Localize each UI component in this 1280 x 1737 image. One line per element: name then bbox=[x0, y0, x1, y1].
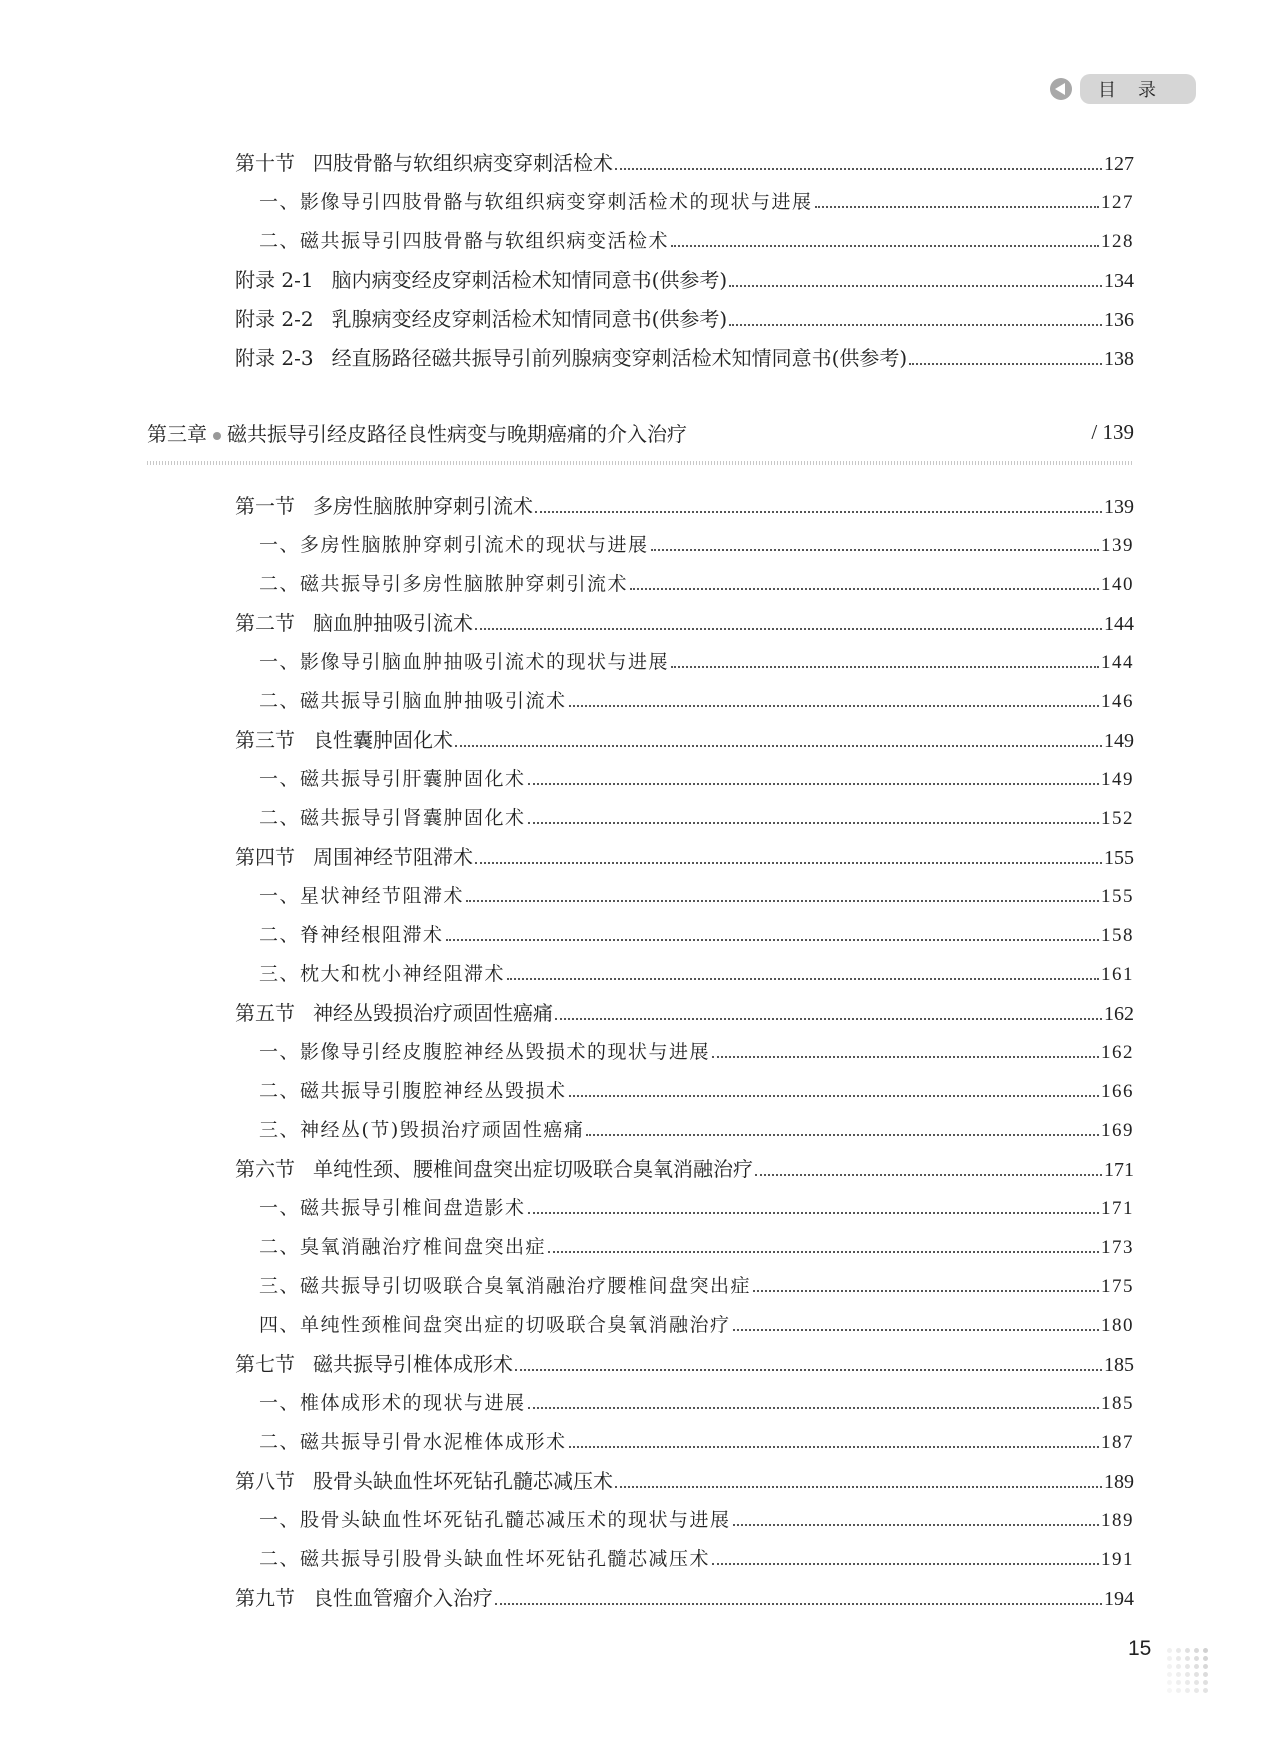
entry-page: 155 bbox=[1104, 847, 1134, 869]
dot bbox=[1185, 1664, 1190, 1669]
dot-leader bbox=[586, 1134, 1099, 1136]
page-number: 15 bbox=[1128, 1637, 1152, 1660]
toc-subsection-entry[interactable] bbox=[259, 1115, 1134, 1145]
dot-leader bbox=[569, 705, 1099, 707]
toc-nav bbox=[1050, 74, 1196, 104]
dot-leader bbox=[733, 1329, 1099, 1331]
entry-page: 191 bbox=[1101, 1549, 1134, 1570]
entry-label bbox=[259, 764, 526, 794]
toc-subsection-entry[interactable] bbox=[259, 920, 1134, 950]
entry-label bbox=[235, 304, 727, 334]
dot-leader bbox=[630, 588, 1099, 590]
dot-leader bbox=[615, 1486, 1102, 1488]
toc-subsection-entry[interactable] bbox=[259, 686, 1134, 716]
entry-title: 股骨头缺血性坏死钻孔髓芯减压术 bbox=[313, 1469, 613, 1493]
entry-page: 139 bbox=[1104, 496, 1134, 518]
entry-page: 194 bbox=[1104, 1588, 1134, 1610]
toc-subsection-entry[interactable] bbox=[259, 647, 1134, 677]
entry-title: 经直肠路径磁共振导引前列腺病变穿刺活检术知情同意书(供参考) bbox=[331, 345, 908, 370]
entry-label bbox=[235, 1154, 753, 1184]
dot-leader bbox=[555, 1018, 1102, 1020]
toc-section-entry[interactable] bbox=[235, 343, 1134, 373]
toc-section-entry[interactable] bbox=[235, 1466, 1134, 1496]
dot bbox=[1185, 1688, 1190, 1693]
entry-page: 134 bbox=[1104, 269, 1134, 292]
entry-title: 多房性脑脓肿穿刺引流术 bbox=[313, 494, 533, 518]
entry-title: 二、磁共振导引四肢骨骼与软组织病变活检术 bbox=[259, 229, 670, 252]
entry-page: 187 bbox=[1101, 1432, 1134, 1453]
entry-title: 一、影像导引脑血肿抽吸引流术的现状与进展 bbox=[259, 651, 670, 673]
entry-label bbox=[259, 1076, 567, 1106]
dot bbox=[1167, 1648, 1172, 1653]
dot bbox=[1194, 1688, 1199, 1693]
entry-label bbox=[259, 1544, 710, 1574]
dot-leader bbox=[909, 363, 1102, 365]
toc-subsection-entry[interactable] bbox=[259, 881, 1134, 911]
entry-page: 127 bbox=[1101, 191, 1134, 213]
chapter-label: 第三章 bbox=[147, 422, 207, 446]
bullet-icon bbox=[213, 432, 221, 440]
entry-label bbox=[259, 881, 464, 911]
dot bbox=[1203, 1680, 1208, 1685]
entry-prefix: 第九节 bbox=[235, 1586, 295, 1610]
toc-subsection-entry[interactable] bbox=[259, 1232, 1134, 1262]
entry-label bbox=[259, 959, 505, 989]
decorative-dot-grid bbox=[1167, 1648, 1209, 1693]
entry-label bbox=[259, 569, 628, 599]
dot-leader bbox=[671, 245, 1099, 247]
entry-label bbox=[235, 1466, 613, 1496]
entry-page: 175 bbox=[1101, 1276, 1134, 1297]
dot-leader bbox=[466, 900, 1099, 902]
dot bbox=[1203, 1656, 1208, 1661]
entry-prefix: 第三节 bbox=[235, 728, 295, 752]
toc-subsection-entry[interactable] bbox=[259, 1505, 1134, 1535]
toc-subsection-entry[interactable] bbox=[259, 959, 1134, 989]
entry-prefix: 附录 2-2 bbox=[235, 306, 314, 331]
entry-label bbox=[235, 842, 473, 872]
dot bbox=[1176, 1656, 1181, 1661]
toc-section-entry[interactable] bbox=[235, 1154, 1134, 1184]
dot-leader bbox=[569, 1446, 1099, 1448]
toc-section-entry[interactable] bbox=[235, 148, 1134, 178]
toc-section-entry[interactable] bbox=[235, 842, 1134, 872]
toc-section-entry[interactable] bbox=[235, 1583, 1134, 1613]
dot-leader bbox=[495, 1603, 1102, 1605]
entry-title: 三、神经丛(节)毁损治疗顽固性癌痛 bbox=[259, 1119, 585, 1141]
entry-page: 149 bbox=[1104, 730, 1134, 752]
back-arrow-icon[interactable] bbox=[1050, 78, 1072, 100]
dot bbox=[1176, 1648, 1181, 1653]
entry-title: 二、脊神经根阻滞术 bbox=[259, 924, 444, 946]
dot-leader bbox=[569, 1095, 1099, 1097]
entry-title: 三、枕大和枕小神经阻滞术 bbox=[259, 963, 506, 985]
entry-title: 二、磁共振导引多房性脑脓肿穿刺引流术 bbox=[259, 573, 629, 595]
dot bbox=[1194, 1680, 1199, 1685]
dot bbox=[1167, 1672, 1172, 1677]
dot-leader bbox=[712, 1056, 1099, 1058]
dot-leader bbox=[528, 1407, 1099, 1409]
entry-label bbox=[235, 148, 613, 178]
toc-badge[interactable]: 目录 bbox=[1080, 74, 1196, 104]
toc-section-entry[interactable] bbox=[235, 725, 1134, 755]
toc-subsection-entry[interactable] bbox=[259, 764, 1134, 794]
entry-label bbox=[259, 1115, 584, 1145]
dot-leader bbox=[615, 168, 1102, 170]
dot bbox=[1167, 1664, 1172, 1669]
entry-title: 一、股骨头缺血性坏死钻孔髓芯减压术的现状与进展 bbox=[259, 1509, 731, 1531]
dot-leader bbox=[755, 1174, 1102, 1176]
entry-title: 脑血肿抽吸引流术 bbox=[313, 611, 473, 635]
entry-title: 一、影像导引四肢骨骼与软组织病变穿刺活检术的现状与进展 bbox=[259, 190, 813, 213]
entry-label bbox=[259, 1037, 710, 1067]
entry-title: 周围神经节阻滞术 bbox=[313, 845, 473, 869]
entry-title: 二、磁共振导引肾囊肿固化术 bbox=[259, 807, 526, 829]
toc-subsection-entry[interactable] bbox=[259, 1310, 1134, 1340]
entry-prefix: 第八节 bbox=[235, 1469, 295, 1493]
dot-leader bbox=[528, 822, 1099, 824]
entry-title: 二、磁共振导引股骨头缺血性坏死钻孔髓芯减压术 bbox=[259, 1548, 711, 1570]
dot-leader bbox=[729, 285, 1102, 287]
entry-page: 162 bbox=[1104, 1003, 1134, 1025]
entry-title: 一、磁共振导引椎间盘造影术 bbox=[259, 1197, 526, 1219]
dot-leader bbox=[528, 783, 1099, 785]
dot bbox=[1176, 1664, 1181, 1669]
dot-leader bbox=[815, 206, 1099, 208]
toc-subsection-entry[interactable] bbox=[259, 530, 1134, 560]
entry-page: 185 bbox=[1101, 1393, 1134, 1414]
entry-page: 127 bbox=[1104, 153, 1134, 175]
entry-title: 二、磁共振导引骨水泥椎体成形术 bbox=[259, 1431, 567, 1453]
entry-page: 128 bbox=[1101, 230, 1134, 252]
entry-title: 二、磁共振导引脑血肿抽吸引流术 bbox=[259, 690, 567, 712]
entry-title: 一、磁共振导引肝囊肿固化术 bbox=[259, 768, 526, 790]
entry-prefix: 第一节 bbox=[235, 494, 295, 518]
entry-label bbox=[259, 647, 669, 677]
dot bbox=[1185, 1680, 1190, 1685]
entry-label bbox=[259, 226, 669, 256]
chapter-heading[interactable] bbox=[147, 418, 1134, 447]
toc-subsection-entry[interactable] bbox=[259, 187, 1134, 217]
entry-prefix: 第四节 bbox=[235, 845, 295, 869]
dot-leader bbox=[528, 1212, 1099, 1214]
entry-label bbox=[259, 1232, 546, 1262]
dot-leader bbox=[753, 1290, 1099, 1292]
entry-title: 神经丛毁损治疗顽固性癌痛 bbox=[313, 1001, 553, 1025]
entry-page: 136 bbox=[1104, 308, 1134, 331]
dot bbox=[1194, 1648, 1199, 1653]
entry-page: 171 bbox=[1101, 1198, 1134, 1219]
entry-label bbox=[235, 343, 907, 373]
entry-title: 一、椎体成形术的现状与进展 bbox=[259, 1392, 526, 1414]
entry-title: 四、单纯性颈椎间盘突出症的切吸联合臭氧消融治疗 bbox=[259, 1314, 731, 1336]
entry-prefix: 第十节 bbox=[235, 151, 295, 175]
entry-title: 脑内病变经皮穿刺活检术知情同意书(供参考) bbox=[331, 267, 728, 292]
dot-leader bbox=[548, 1251, 1099, 1253]
entry-prefix: 第七节 bbox=[235, 1352, 295, 1376]
entry-label bbox=[259, 1310, 731, 1340]
entry-page: 158 bbox=[1101, 925, 1134, 946]
entry-page: 180 bbox=[1101, 1315, 1134, 1336]
entry-label bbox=[259, 686, 567, 716]
entry-page: 152 bbox=[1101, 808, 1134, 829]
dot-leader bbox=[475, 628, 1102, 630]
entry-title: 一、多房性脑脓肿穿刺引流术的现状与进展 bbox=[259, 534, 649, 556]
dot bbox=[1167, 1688, 1172, 1693]
toc-section-entry[interactable] bbox=[235, 265, 1134, 295]
entry-title: 四肢骨骼与软组织病变穿刺活检术 bbox=[313, 151, 613, 175]
entry-page: 161 bbox=[1101, 964, 1134, 985]
chapter-title: 磁共振导引经皮路径良性病变与晚期癌痛的介入治疗 bbox=[227, 422, 687, 446]
dot-leader bbox=[446, 939, 1099, 941]
dot bbox=[1167, 1680, 1172, 1685]
dot-leader bbox=[455, 745, 1102, 747]
entry-label bbox=[235, 491, 533, 521]
entry-label bbox=[235, 1583, 493, 1613]
toc-subsection-entry[interactable] bbox=[259, 226, 1134, 256]
entry-page: 189 bbox=[1101, 1510, 1134, 1531]
entry-page: 140 bbox=[1101, 574, 1134, 595]
entry-prefix: 附录 2-3 bbox=[235, 345, 314, 370]
dot-leader bbox=[651, 549, 1099, 551]
toc-section-entry[interactable] bbox=[235, 608, 1134, 638]
dot-leader bbox=[507, 978, 1099, 980]
dot bbox=[1185, 1672, 1190, 1677]
entry-label bbox=[259, 1193, 526, 1223]
entry-title: 三、磁共振导引切吸联合臭氧消融治疗腰椎间盘突出症 bbox=[259, 1275, 752, 1297]
dot bbox=[1176, 1688, 1181, 1693]
toc-section-entry[interactable] bbox=[235, 304, 1134, 334]
dot-leader bbox=[515, 1369, 1102, 1371]
entry-prefix: 附录 2-1 bbox=[235, 267, 314, 292]
dot bbox=[1194, 1656, 1199, 1661]
entry-page: 144 bbox=[1101, 652, 1134, 673]
entry-label bbox=[259, 803, 526, 833]
entry-title: 二、磁共振导引腹腔神经丛毁损术 bbox=[259, 1080, 567, 1102]
entry-label bbox=[235, 998, 553, 1028]
entry-title: 乳腺病变经皮穿刺活检术知情同意书(供参考) bbox=[331, 306, 728, 331]
entry-title: 一、影像导引经皮腹腔神经丛毁损术的现状与进展 bbox=[259, 1041, 711, 1063]
dot-leader bbox=[475, 862, 1102, 864]
entry-label bbox=[259, 1388, 526, 1418]
entry-page: 171 bbox=[1104, 1159, 1134, 1181]
entry-page: 189 bbox=[1104, 1471, 1134, 1493]
dot bbox=[1176, 1672, 1181, 1677]
dot bbox=[1185, 1656, 1190, 1661]
entry-page: 173 bbox=[1101, 1237, 1134, 1258]
dot bbox=[1176, 1680, 1181, 1685]
dot bbox=[1203, 1672, 1208, 1677]
dot-leader bbox=[733, 1524, 1099, 1526]
toc-section-entry[interactable] bbox=[235, 998, 1134, 1028]
entry-title: 单纯性颈、腰椎间盘突出症切吸联合臭氧消融治疗 bbox=[313, 1157, 753, 1181]
toc-subsection-entry[interactable] bbox=[259, 1271, 1134, 1301]
dot-leader bbox=[729, 324, 1102, 326]
entry-label bbox=[235, 265, 727, 295]
entry-page: 146 bbox=[1101, 691, 1134, 712]
entry-title: 磁共振导引椎体成形术 bbox=[313, 1352, 513, 1376]
entry-label bbox=[235, 608, 473, 638]
toc-subsection-entry[interactable] bbox=[259, 1388, 1134, 1418]
entry-label bbox=[235, 1349, 513, 1379]
dot bbox=[1194, 1664, 1199, 1669]
dot bbox=[1203, 1648, 1208, 1653]
entry-label bbox=[259, 1271, 751, 1301]
dot bbox=[1167, 1656, 1172, 1661]
dot-leader bbox=[712, 1563, 1099, 1565]
entry-title: 一、星状神经节阻滞术 bbox=[259, 885, 465, 907]
chapter-divider bbox=[147, 461, 1134, 465]
toc-subsection-entry[interactable] bbox=[259, 1037, 1134, 1067]
toc-subsection-entry[interactable] bbox=[259, 1544, 1134, 1574]
toc-section-entry[interactable] bbox=[235, 1349, 1134, 1379]
chapter-page: / 139 bbox=[1091, 420, 1134, 444]
dot bbox=[1203, 1688, 1208, 1693]
entry-page: 185 bbox=[1104, 1354, 1134, 1376]
entry-page: 139 bbox=[1101, 535, 1134, 556]
toc-subsection-entry[interactable] bbox=[259, 1193, 1134, 1223]
toc-subsection-entry[interactable] bbox=[259, 803, 1134, 833]
dot-leader bbox=[671, 666, 1099, 668]
dot bbox=[1203, 1664, 1208, 1669]
entry-prefix: 第五节 bbox=[235, 1001, 295, 1025]
entry-title: 良性血管瘤介入治疗 bbox=[313, 1586, 493, 1610]
entry-label bbox=[259, 187, 813, 217]
entry-label bbox=[235, 725, 453, 755]
entry-title: 良性囊肿固化术 bbox=[313, 728, 453, 752]
entry-page: 149 bbox=[1101, 769, 1134, 790]
entry-label bbox=[259, 530, 649, 560]
entry-prefix: 第六节 bbox=[235, 1157, 295, 1181]
entry-title: 二、臭氧消融治疗椎间盘突出症 bbox=[259, 1236, 547, 1258]
entry-page: 169 bbox=[1101, 1120, 1134, 1141]
entry-page: 138 bbox=[1104, 347, 1134, 370]
entry-page: 162 bbox=[1101, 1042, 1134, 1063]
entry-prefix: 第二节 bbox=[235, 611, 295, 635]
entry-label bbox=[259, 1505, 731, 1535]
toc-subsection-entry[interactable] bbox=[259, 1076, 1134, 1106]
entry-page: 166 bbox=[1101, 1081, 1134, 1102]
dot bbox=[1185, 1648, 1190, 1653]
entry-label bbox=[259, 920, 444, 950]
toc-subsection-entry[interactable] bbox=[259, 1427, 1134, 1457]
entry-page: 155 bbox=[1101, 886, 1134, 907]
entry-page: 144 bbox=[1104, 613, 1134, 635]
toc-section-entry[interactable] bbox=[235, 491, 1134, 521]
toc-subsection-entry[interactable] bbox=[259, 569, 1134, 599]
dot-leader bbox=[535, 511, 1102, 513]
dot bbox=[1194, 1672, 1199, 1677]
entry-label bbox=[259, 1427, 567, 1457]
